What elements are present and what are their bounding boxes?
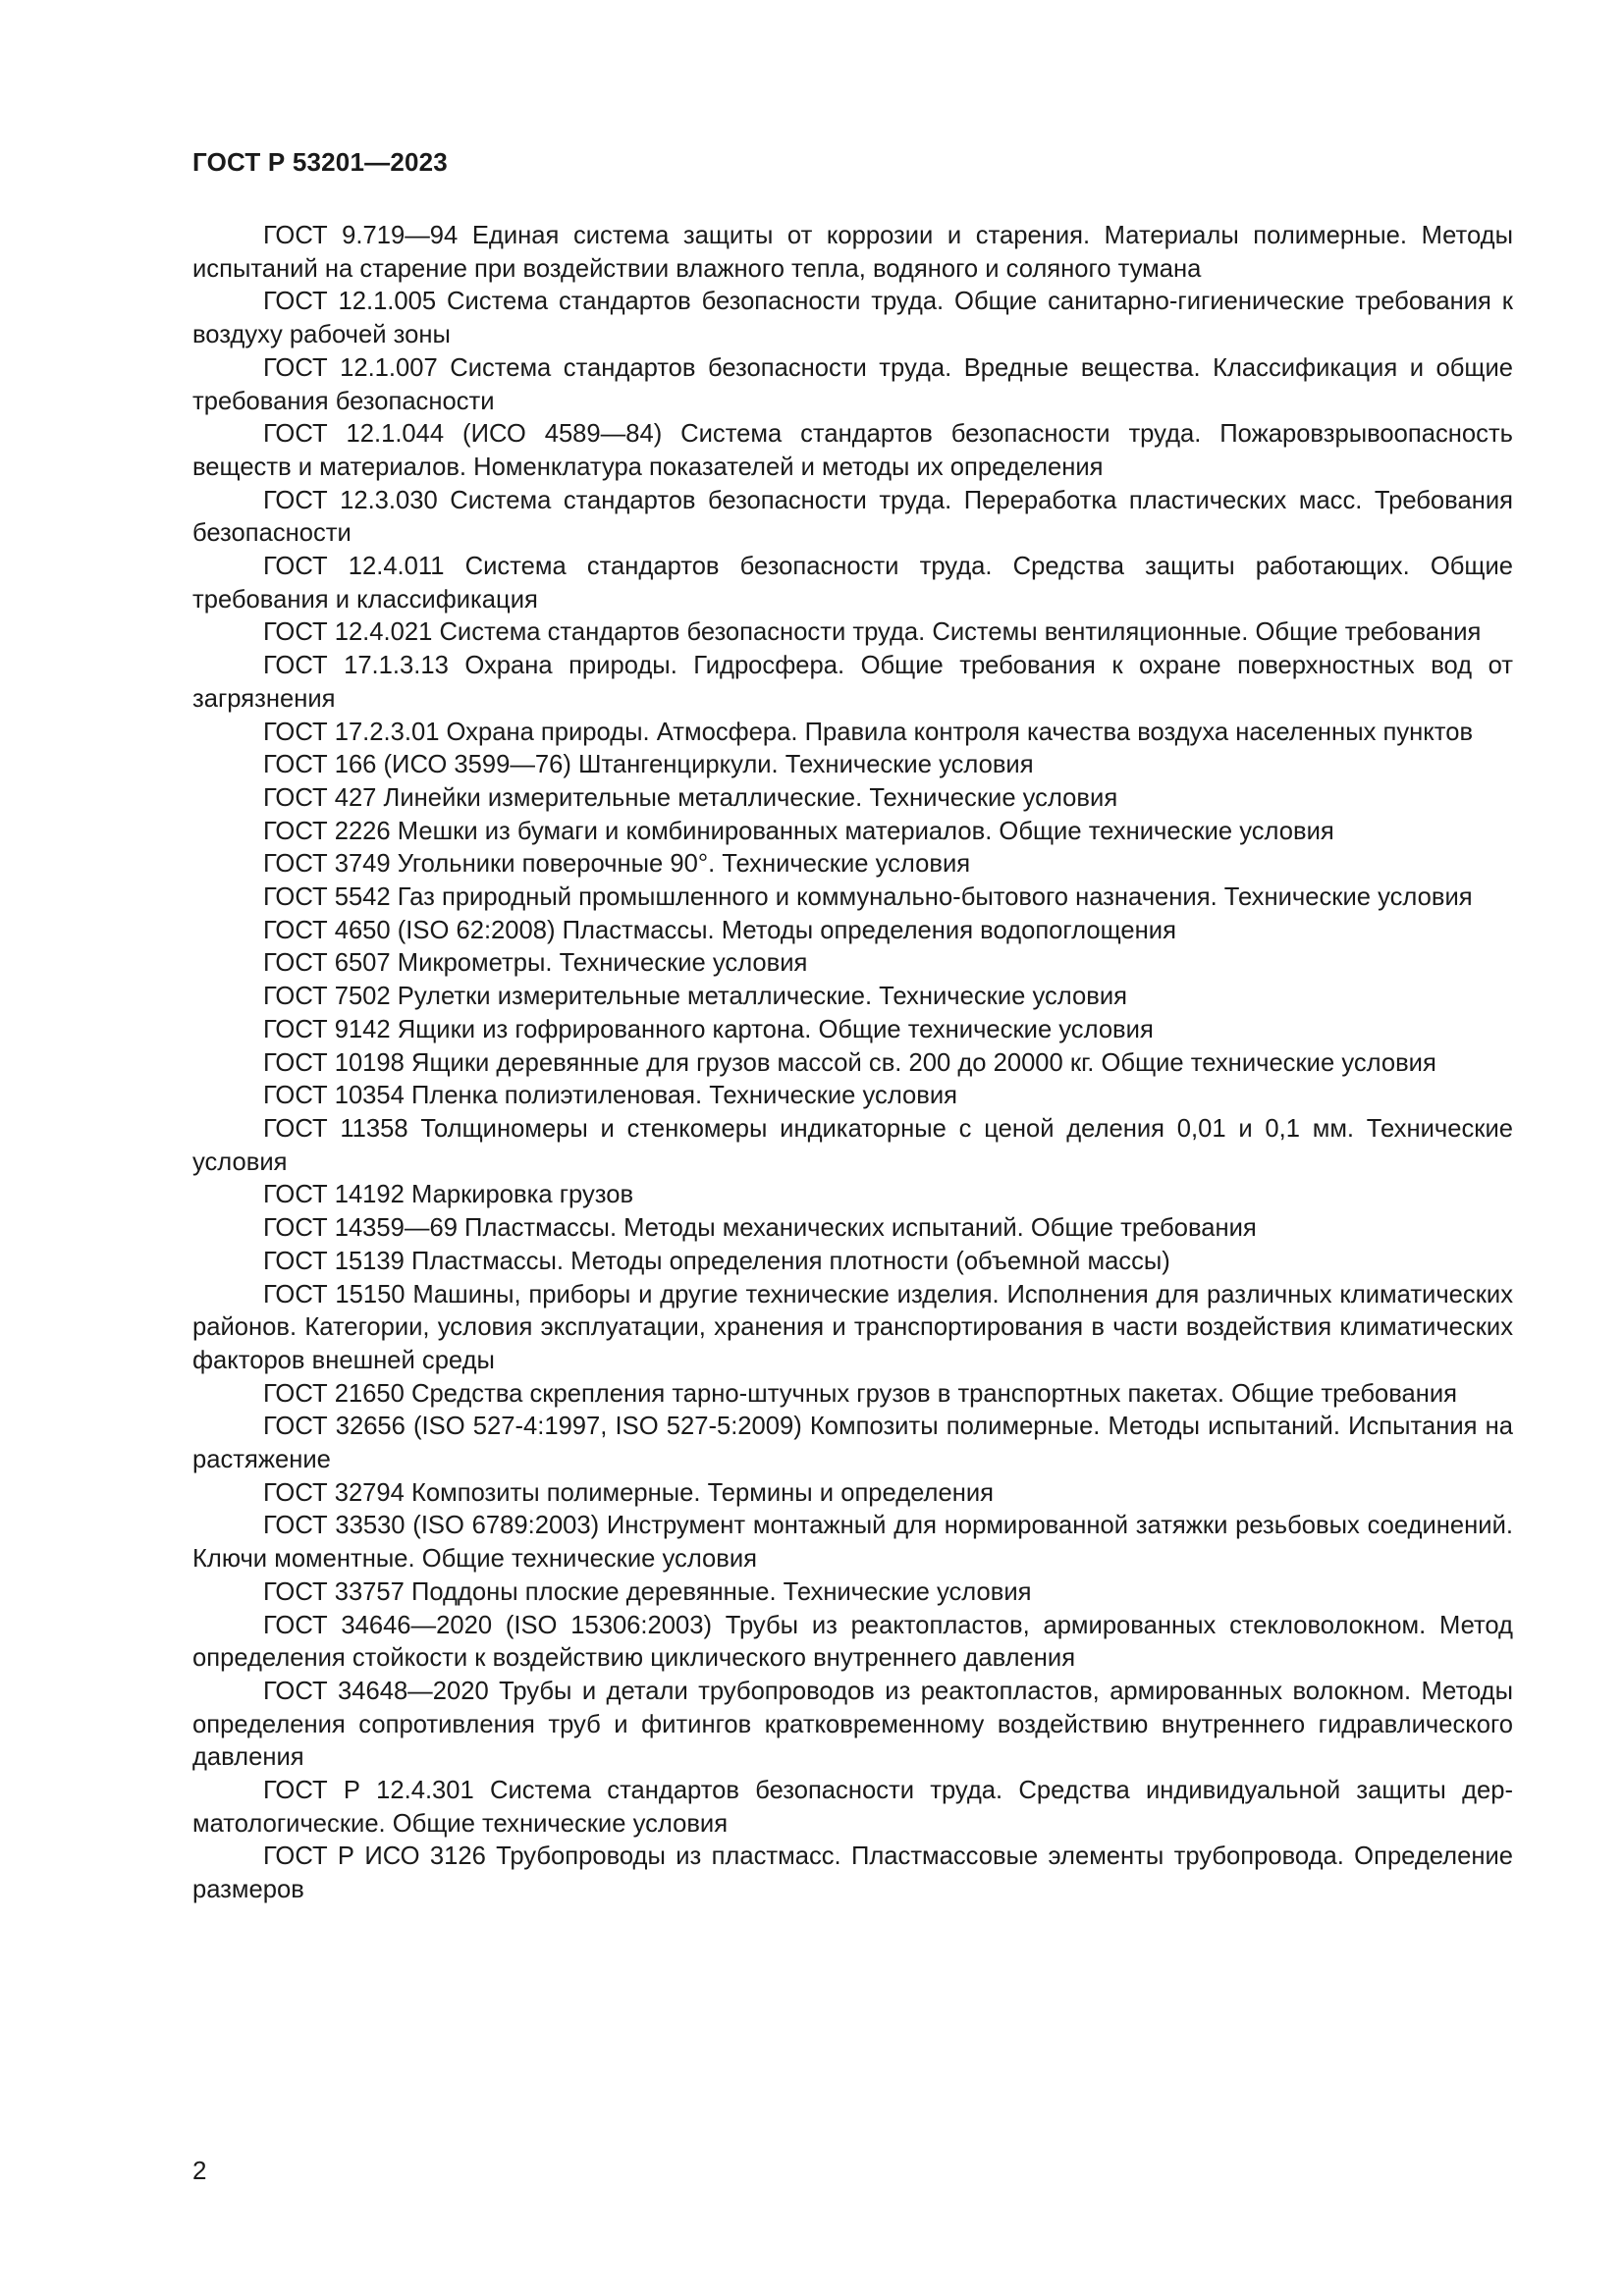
reference-item: ГОСТ 9142 Ящики из гофрированного картона. Общие технические условия	[263, 1015, 1154, 1043]
reference-item: ГОСТ 12.1.005 Система стандартов безопасности труда. Общие санитарно-гигиенические требования к воздуху рабочей зоны	[192, 288, 1513, 349]
reference-item: ГОСТ 6507 Микрометры. Технические условия	[263, 949, 808, 978]
reference-item: ГОСТ 3749 Угольники поверочные 90°. Технические условия	[263, 850, 971, 879]
reference-item: ГОСТ 12.1.044 (ИСО 4589—84) Система стандартов безопасности труда. Пожаровзрывоопасность веществ и материалов. Номенклатура показателей и методы их определения	[192, 420, 1513, 481]
reference-item: ГОСТ Р 12.4.301 Система стандартов безопасности труда. Средства индивидуальной защиты дерматологические. Общие технические условия	[192, 1777, 1513, 1838]
reference-item: ГОСТ 33757 Поддоны плоские деревянные. Технические условия	[263, 1577, 1032, 1606]
reference-item: ГОСТ Р ИСО 3126 Трубопроводы из пластмасс. Пластмассовые элементы трубопровода. Определение размеров	[192, 1842, 1513, 1904]
reference-item: ГОСТ 427 Линейки измерительные металлические. Технические условия	[263, 783, 1118, 812]
reference-item: ГОСТ 12.3.030 Система стандартов безопасности труда. Переработка пластических масс. Требования безопасности	[192, 486, 1513, 548]
reference-item: ГОСТ 14359—69 Пластмассы. Методы механических испытаний. Общие требования	[263, 1214, 1257, 1243]
document-header: ГОСТ Р 53201—2023	[192, 147, 448, 177]
reference-item: ГОСТ 11358 Толщиномеры и стенкомеры индикаторные с ценой деления 0,01 и 0,1 мм. Технические условия	[192, 1114, 1513, 1176]
reference-item: ГОСТ 17.2.3.01 Охрана природы. Атмосфера. Правила контроля качества воздуха населенных пунктов	[263, 718, 1474, 746]
reference-item: ГОСТ 4650 (ISO 62:2008) Пластмассы. Методы определения водопоглощения	[263, 916, 1176, 944]
reference-item: ГОСТ 166 (ИСО 3599—76) Штангенциркули. Технические условия	[263, 751, 1034, 779]
reference-item: ГОСТ 34646—2020 (ISO 15306:2003) Трубы из реактопластов, армированных стекловолокном. Метод определения стойкости к воздействию циклического внутреннего давления	[192, 1611, 1513, 1673]
reference-item: ГОСТ 32656 (ISO 527-4:1997, ISO 527-5:2009) Композиты полимерные. Методы испытаний. Испытания на растяжение	[192, 1413, 1513, 1474]
reference-item: ГОСТ 21650 Средства скрепления тарно-штучных грузов в транспортных пакетах. Общие требования	[263, 1379, 1458, 1408]
reference-item: ГОСТ 10198 Ящики деревянные для грузов массой св. 200 до 20000 кг. Общие технические условия	[263, 1048, 1436, 1077]
reference-item: ГОСТ 9.719—94 Единая система защиты от коррозии и старения. Материалы полимерные. Методы испытаний на старение при воздействии влажного тепла, водяного и соляного тумана	[192, 222, 1513, 283]
reference-item: ГОСТ 5542 Газ природный промышленного и коммунально-бытового назначения. Технические условия	[263, 883, 1473, 912]
reference-item: ГОСТ 12.4.011 Система стандартов безопасности труда. Средства защиты работающих. Общие требования и классификация	[192, 553, 1513, 614]
page-number: 2	[192, 2156, 207, 2185]
reference-item: ГОСТ 17.1.3.13 Охрана природы. Гидросфера. Общие требования к охране поверхностных вод от загрязнения	[192, 652, 1513, 713]
reference-item: ГОСТ 2226 Мешки из бумаги и комбинированных материалов. Общие технические условия	[263, 817, 1334, 845]
reference-item: ГОСТ 12.4.021 Система стандартов безопасности труда. Системы вентиляционные. Общие требования	[263, 618, 1482, 647]
reference-item: ГОСТ 10354 Пленка полиэтиленовая. Технические условия	[263, 1082, 958, 1110]
reference-item: ГОСТ 32794 Композиты полимерные. Термины и определения	[263, 1478, 994, 1507]
reference-item: ГОСТ 15139 Пластмассы. Методы определения плотности (объемной массы)	[263, 1247, 1170, 1275]
reference-item: ГОСТ 33530 (ISO 6789:2003) Инструмент монтажный для нормированной затяжки резьбовых соединений. Ключи моментные. Общие технические условия	[192, 1512, 1513, 1574]
reference-item: ГОСТ 14192 Маркировка грузов	[263, 1181, 634, 1209]
reference-item: ГОСТ 7502 Рулетки измерительные металлические. Технические условия	[263, 983, 1127, 1011]
normative-references-list	[192, 220, 1513, 1907]
reference-item: ГОСТ 34648—2020 Трубы и детали трубопроводов из реактопластов, армированных волокном. Методы определения сопротивления труб и фитингов кратковременному воздействию внутреннего гидравлического давления	[192, 1677, 1513, 1772]
reference-item: ГОСТ 15150 Машины, приборы и другие технические изделия. Исполнения для различных климатических районов. Категории, условия эксплуатации, хранения и транспортирования в части воздействия климатических факторов внешней среды	[192, 1280, 1513, 1374]
reference-item: ГОСТ 12.1.007 Система стандартов безопасности труда. Вредные вещества. Классификация и общие требования безопасности	[192, 353, 1513, 415]
